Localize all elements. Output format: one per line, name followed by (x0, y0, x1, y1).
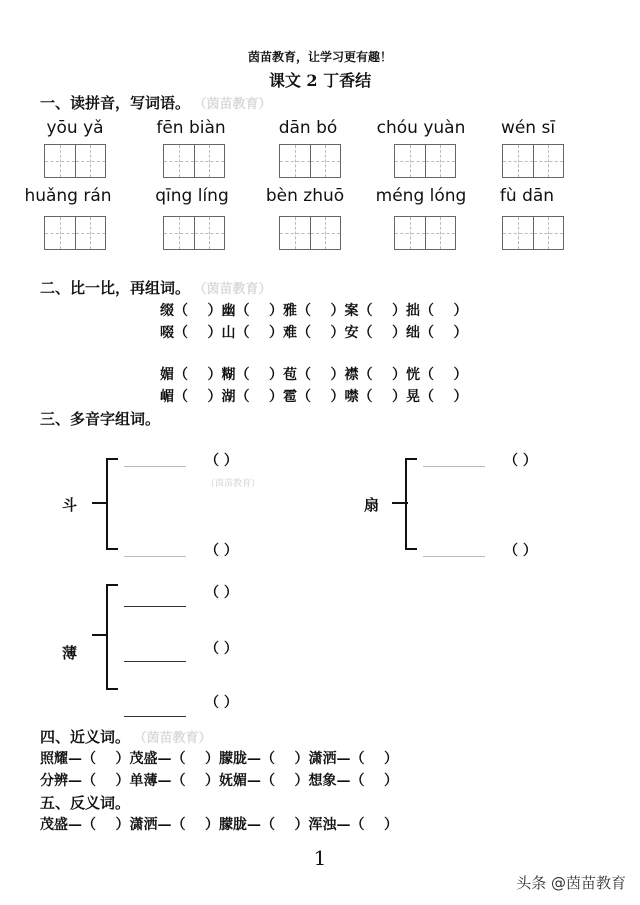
writing-grid[interactable] (394, 144, 456, 178)
compare-row: 缀（ ）幽（ ）雅（ ）案（ ）拙（ ） (160, 303, 468, 319)
writing-grid[interactable] (163, 144, 225, 178)
answer-line[interactable] (124, 661, 186, 662)
page-title: 课文 2 丁香结 (268, 71, 372, 90)
compare-row: 媚（ ）糊（ ）苞（ ）襟（ ）恍（ ） (160, 367, 468, 383)
pinyin-6: huǎng rán (24, 186, 112, 206)
section1-heading-text: 一、读拼音，写词语。 (40, 94, 191, 112)
pinyin-5: wén sī (500, 118, 556, 138)
answer-paren: （ ） (205, 585, 238, 601)
pinyin-8: bèn zhuō (265, 186, 345, 206)
writing-grid[interactable] (44, 216, 106, 250)
writing-grid[interactable] (163, 216, 225, 250)
section2-heading-text: 二、比一比，再组词。 (40, 279, 191, 297)
writing-grid[interactable] (279, 144, 341, 178)
answer-paren: （ ） (205, 641, 238, 657)
synonym-row: 照耀—（ ）茂盛—（ ）朦胧—（ ）潇洒—（ ） (40, 751, 398, 767)
polyphone-char: 扇 (364, 496, 380, 514)
answer-paren: （ ） (205, 543, 238, 559)
watermark: （茵苗教育） (140, 731, 212, 746)
watermark: （茵苗教育） (200, 282, 272, 297)
watermark-small: （茵苗教育） (206, 479, 261, 489)
section4-heading (40, 726, 212, 747)
answer-line[interactable] (423, 556, 485, 557)
pinyin-1: yōu yǎ (46, 118, 104, 138)
writing-grid[interactable] (44, 144, 106, 178)
answer-line[interactable] (423, 466, 485, 467)
writing-grid[interactable] (502, 216, 564, 250)
watermark: （茵苗教育） (200, 97, 272, 112)
answer-line[interactable] (124, 556, 186, 557)
answer-line[interactable] (124, 716, 186, 717)
answer-line[interactable] (124, 606, 186, 607)
pinyin-9: méng lóng (375, 186, 467, 206)
slogan: 茵苗教育，让学习更有趣！ (247, 50, 392, 64)
brace (106, 458, 118, 550)
antonym-row: 茂盛—（ ）潇洒—（ ）朦胧—（ ）浑浊—（ ） (40, 817, 398, 833)
compare-row: 啜（ ）山（ ）难（ ）安（ ）绌（ ） (160, 325, 468, 341)
section5-heading: 五、反义词。 (40, 794, 131, 812)
writing-grid[interactable] (394, 216, 456, 250)
answer-paren: （ ） (205, 453, 238, 469)
brand-watermark: 头条 @茵苗教育 (516, 874, 626, 892)
answer-paren: （ ） (504, 453, 537, 469)
brace (405, 458, 417, 550)
pinyin-7: qīng líng (155, 186, 229, 206)
pinyin-10: fù dān (499, 186, 555, 206)
section1-heading (40, 92, 272, 113)
page-number: 1 (313, 846, 327, 870)
pinyin-4: chóu yuàn (376, 118, 466, 138)
section3-heading: 三、多音字组词。 (40, 410, 161, 428)
pinyin-2: fēn biàn (156, 118, 226, 138)
answer-line[interactable] (124, 466, 186, 467)
writing-grid[interactable] (279, 216, 341, 250)
polyphone-char: 薄 (62, 644, 78, 662)
section4-heading-text: 四、近义词。 (40, 728, 131, 746)
polyphone-char: 斗 (62, 496, 78, 514)
answer-paren: （ ） (205, 695, 238, 711)
brace (106, 584, 118, 690)
writing-grid[interactable] (502, 144, 564, 178)
pinyin-3: dān bó (278, 118, 338, 138)
compare-row: 嵋（ ）湖（ ）雹（ ）噤（ ）晃（ ） (160, 389, 468, 405)
synonym-row: 分辨—（ ）单薄—（ ）妩媚—（ ）想象—（ ） (40, 773, 398, 789)
section2-heading (40, 277, 272, 298)
answer-paren: （ ） (504, 543, 537, 559)
